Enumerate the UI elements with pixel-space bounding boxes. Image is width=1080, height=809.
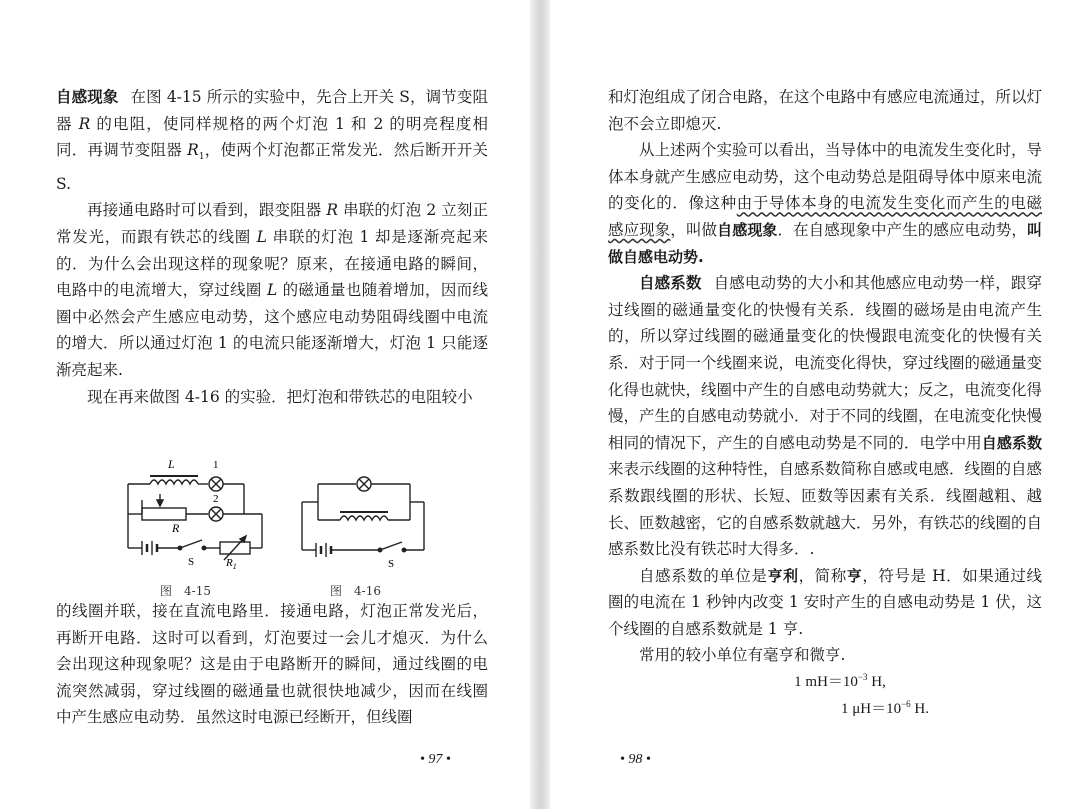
label-lamp-1: 1 xyxy=(213,459,219,471)
book-gutter xyxy=(530,0,550,809)
paragraph-fig-4-16-explain: 的线圈并联，接在直流电路里．接通电路，灯泡正常发光后，再断开电路．这时可以看到，灯泡要过一会儿才熄灭．为什么会出现这种现象呢？这是由于电路断开的瞬间，通过线圈的电流突然减弱，穿过线圈的磁通量也就很快地减少，因而在线圈中产生感应电动势．虽然这时电源已经断开，但线圈 xyxy=(56,602,488,727)
figure-caption-4-16: 图 4-16 xyxy=(330,584,381,598)
formula-microhenry: 1 $\mu H=10^{-6}$ H. xyxy=(840,698,930,717)
label-coil-L: L xyxy=(168,457,175,471)
label-switch-S: S xyxy=(188,556,195,568)
circuit-diagram-4-15 xyxy=(120,448,280,578)
paragraph-self-induction-definition: 从上述两个实验可以看出，当导体中的电流发生变化时，导体本身就产生感应电动势，这个电动势总是阻碍导体中原来电流的变化的．像这种由于导体本身的电流发生变化而产生的电磁感应现象，叫做自感现象．在自感现象中产生的感应电动势，叫做自感电动势. xyxy=(608,141,1043,266)
circuit-diagram-4-16 xyxy=(296,448,428,578)
section-heading: 自感现象 xyxy=(56,88,119,106)
term-self-induced-emf: 叫做自感电动势. xyxy=(608,220,1042,266)
paragraph-inductance: 自感系数 自感电动势的大小和其他感应电动势一样，跟穿过线圈的磁通量变化的快慢有关系．线圈的磁场是由电流产生的，所以穿过线圈的磁通量变化的快慢跟电流变化的快慢有关系．对于同一个线圈来说，电流变化得快，穿过线圈的磁通量变化得也就快，线圈中产生的自感电动势就大；反之，电流变化得慢，产生的自感电动势就小．对于不同的线圈，在电流变化快慢相同的情况下，产生的自感电动势是不同的．电学中用自感系数来表示线圈的这种特性，自感系数简称自感或电感．线圈的自感系数跟线圈的形状、长短、匝数等因素有关系．线圈越粗、越长、匝数越密，它的自感系数就越大．另外，有铁芯的线圈的自感系数比没有铁芯时大得多．. xyxy=(608,274,1043,559)
paragraph-small-units: 常用的较小单位有毫亨和微亨. xyxy=(639,646,846,665)
section-heading-inductance: 自感系数 xyxy=(639,274,702,293)
label-lamp-2: 2 xyxy=(213,493,219,505)
label-rheostat-R1: $R_1$ xyxy=(226,557,237,571)
page-number-left: • 97 • xyxy=(420,752,451,767)
wavy-underlined-definition: 由于导体本身的电流发生变化而产生的电磁感应现象 xyxy=(608,194,1042,239)
term-self-induction: 自感现象 xyxy=(717,220,778,239)
left-text-bottom xyxy=(56,598,488,731)
paragraph-closed-circuit: 和灯泡组成了闭合电路，在这个电路中有感应电流通过，所以灯泡不会立即熄灭. xyxy=(608,88,1043,133)
paragraph-fig-4-16-intro: 现在再来做图 4-16 的实验．把灯泡和带铁芯的电阻较小 xyxy=(87,387,473,406)
term-henry: 亨利 xyxy=(767,566,799,585)
paragraph-reconnect: 再接通电路时可以看到，跟变阻器 R 串联的灯泡 2 立刻正常发光，而跟有铁芯的线圈 L 串联的灯泡 1 却是逐渐亮起来的．为什么会出现这样的现象呢？原来，在接通电路的瞬间，电路中的电流增大，穿过线圈 L 的磁通量也随着增加，因而线圈中必然会产生感应电动势，这个感应电动势阻碍线圈中电流的增大．所以通过灯泡 1 的电流只能逐渐增大，灯泡 1 只能逐渐亮起来. xyxy=(56,201,488,380)
page-number-right: • 98 • xyxy=(620,752,651,767)
label-resistor-R: R xyxy=(172,521,180,535)
figure-caption-4-15: 图 4-15 xyxy=(160,584,211,598)
paragraph-self-induction-intro: 自感现象 在图 4-15 所示的实验中，先合上开关 S，调节变阻器 R 的电阻，使同样规格的两个灯泡 1 和 2 的明亮程度相同．再调节变阻器 $R_1$，使两个灯泡都正常发光．然后断开开关 S. xyxy=(56,88,488,193)
paragraph-henry-unit: 自感系数的单位是亨利，简称亨，符号是 H．如果通过线圈的电流在 1 秒钟内改变 1 安时产生的自感电动势是 1 伏，这个线圈的自感系数就是 1 亨. xyxy=(608,566,1042,638)
right-page xyxy=(550,0,1080,809)
label-switch-S-2: S xyxy=(388,558,395,570)
term-heng: 亨 xyxy=(846,566,863,585)
term-inductance: 自感系数 xyxy=(981,433,1042,452)
left-page xyxy=(0,0,530,809)
left-text-top xyxy=(56,84,488,410)
formula-millihenry: 1 $mH=10^{-3}$ H, xyxy=(794,672,886,691)
right-text xyxy=(608,84,1042,722)
